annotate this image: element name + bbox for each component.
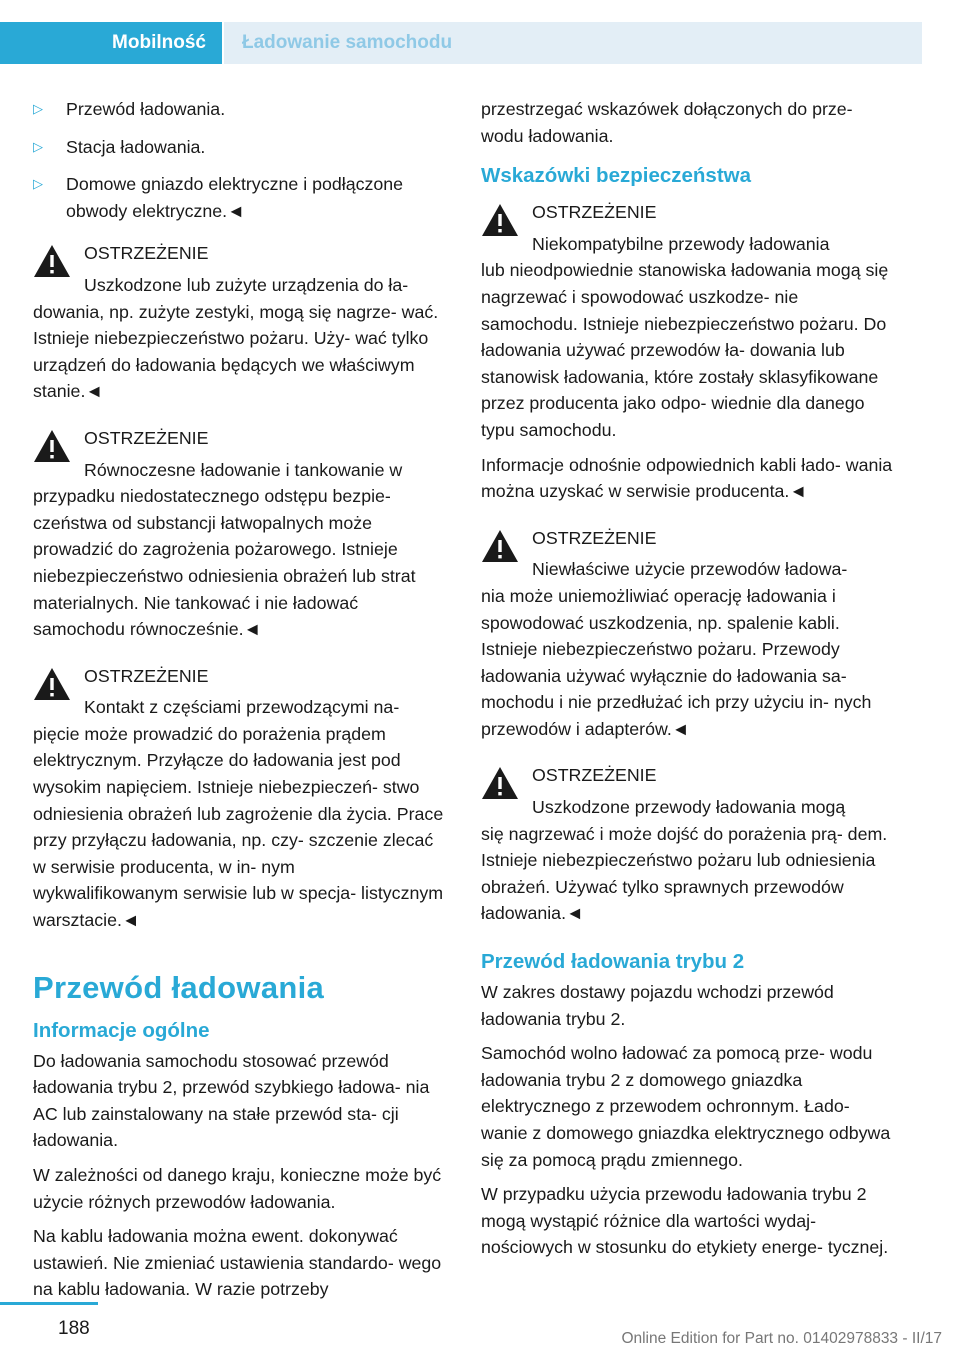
warning-title: OSTRZEŻENIE: [84, 665, 209, 686]
warning-title: OSTRZEŻENIE: [532, 202, 657, 223]
warning-title: OSTRZEŻENIE: [532, 527, 657, 548]
warning-text-first: Niekompatybilne przewody ładowania: [532, 233, 830, 254]
paragraph: W zależności od danego kraju, konieczne może być użycie różnych przewodów ładowania.: [33, 1165, 442, 1212]
footer-accent-line: [0, 1302, 98, 1305]
header-chapter-tab: Ładowanie samochodu: [224, 22, 922, 64]
paragraph: Do ładowania samochodu stosować przewód ładowania trybu 2, przewód szybkiego ładowa‐ nia AC lub zainstalowany na stałe przewód sta‐ cji ładowania.: [33, 1050, 430, 1151]
warning-triangle-icon: [481, 203, 519, 237]
warning-text-first: Uszkodzone przewody ładowania mogą: [532, 797, 846, 818]
warning-text: przypadku niedostatecznego odstępu bezpie‐ czeństwa od substancji łatwopalnych może prowadzić do zagrożenia pożarowego. Istnieje niebezpieczeństwo odniesienia obrażeń lub strat materialnych. Nie tankować i nie ładować samochodu równocześnie.◄: [33, 486, 416, 640]
warning-title: OSTRZEŻENIE: [532, 765, 657, 786]
bullet-text: Domowe gniazdo elektryczne i podłączone obwody elektryczne.◄: [66, 174, 404, 221]
warning-text-first: Uszkodzone lub zużyte urządzenia do ła‐: [84, 274, 409, 295]
warning-triangle-icon: [33, 244, 71, 278]
safety-title: Wskazówki bezpieczeństwa: [481, 164, 752, 188]
warning-block: [33, 663, 445, 934]
warning-text: dowania, np. zużyte zestyki, mogą się nagrze‐ wać. Istnieje niebezpieczeństwo pożaru. Uży‐ wać tylko urządzeń do ładowania będących we właściwym stanie.◄: [33, 301, 439, 402]
warning-text: się nagrzewać i może dojść do porażenia prą‐ dem. Istnieje niebezpieczeństwo pożaru lub odniesienia obrażeń. Używać tylko sprawnych przewodów ładowania.◄: [481, 823, 888, 924]
warning-title: OSTRZEŻENIE: [84, 243, 209, 264]
warning-text: pięcie może prowadzić do porażenia prądem elektrycznym. Przyłącze do ładowania jest pod wysokim napięciem. Istnieje niebezpieczeń‐ stwo odniesienia obrażeń lub zagrożenie dla życia. Prace przy przyłączu ładowania, np. czy‐ szczenie zlecać w serwisie producenta, w in‐ nym wykwalifikowanym serwisie lub w specja‐ listycznym warsztacie.◄: [33, 723, 444, 931]
warning-block: [33, 240, 445, 405]
bullet-text: Stacja ładowania.: [66, 136, 206, 157]
bullet-text: Przewód ładowania.: [66, 99, 226, 119]
warning-text-first: Równoczesne ładowanie i tankowanie w: [84, 459, 403, 480]
warning-triangle-icon: [481, 529, 519, 563]
bullet-item: [33, 96, 445, 123]
warning-block: [481, 199, 893, 505]
triangle-right-icon: ▷: [33, 176, 43, 192]
paragraph: przestrzegać wskazówek dołączonych do prze‐ wodu ładowania.: [481, 99, 853, 146]
header-section-tab: Mobilność: [0, 22, 222, 64]
left-column: [33, 96, 445, 1311]
warning-triangle-icon: [33, 667, 71, 701]
page-number: 188: [58, 1318, 90, 1339]
triangle-right-icon: ▷: [33, 138, 43, 154]
warning-text: nia może uniemożliwiać operację ładowania i spowodować uszkodzenia, np. spalenie kabli. Istnieje niebezpieczeństwo pożaru. Przewody ładowania używać wyłącznie do ładowania sa‐ mochodu i nie przedłużać ich przy użyciu in‐ nych przewodów i adapterów.◄: [481, 585, 872, 739]
warning-triangle-icon: [33, 429, 71, 463]
paragraph: Samochód wolno ładować za pomocą prze‐ wodu ładowania trybu 2 z domowego gniazdka elektrycznego z przewodem ochronnym. Łado‐ wanie z domowego gniazdka elektrycznego odbywa się za pomocą prądu zmiennego.: [481, 1043, 891, 1170]
paragraph: Na kablu ładowania można ewent. dokonywać ustawień. Nie zmieniać ustawienia standardo‐ wego na kablu ładowania. W razie potrzeby: [33, 1226, 442, 1300]
triangle-right-icon: ▷: [33, 101, 43, 116]
paragraph: W przypadku użycia przewodu ładowania trybu 2 mogą wystąpić różnice dla wartości wydaj‐ nościowych w stosunku do etykiety energe‐ tycznej.: [481, 1184, 889, 1258]
paragraph: W zakres dostawy pojazdu wchodzi przewód ładowania trybu 2.: [481, 982, 834, 1029]
section-title: Przewód ładowania: [33, 969, 325, 1005]
warning-block: [481, 525, 893, 743]
bullet-item: [33, 171, 445, 224]
warning-block: [481, 762, 893, 927]
warning-title: OSTRZEŻENIE: [84, 427, 209, 448]
warning-text: lub nieodpowiednie stanowiska ładowania mogą się nagrzewać i spowodować uszkodze‐ nie samochodu. Istnieje niebezpieczeństwo pożaru. Do ładowania używać przewodów ła‐ dowania lub stanowisk ładowania, które zostały sklasyfikowane przez producenta jako odpo‐ wiednie dla danego typu samochodu.: [481, 260, 889, 440]
warning-block: [33, 425, 445, 643]
warning-text-first: Kontakt z częściami przewodzącymi na‐: [84, 697, 400, 718]
right-column: [481, 96, 893, 1269]
subsection-title: Informacje ogólne: [33, 1018, 210, 1042]
page-header: [0, 22, 922, 64]
edition-note: Online Edition for Part no. 01402978833 - II/17: [621, 1330, 942, 1347]
mode2-title: Przewód ładowania trybu 2: [481, 950, 745, 974]
bullet-item: [33, 134, 445, 161]
warning-text-first: Niewłaściwe użycie przewodów ładowa‐: [532, 559, 848, 580]
warning-triangle-icon: [481, 766, 519, 800]
warning-extra: Informacje odnośnie odpowiednich kabli łado‐ wania można uzyskać w serwisie producenta.◄: [481, 454, 893, 502]
